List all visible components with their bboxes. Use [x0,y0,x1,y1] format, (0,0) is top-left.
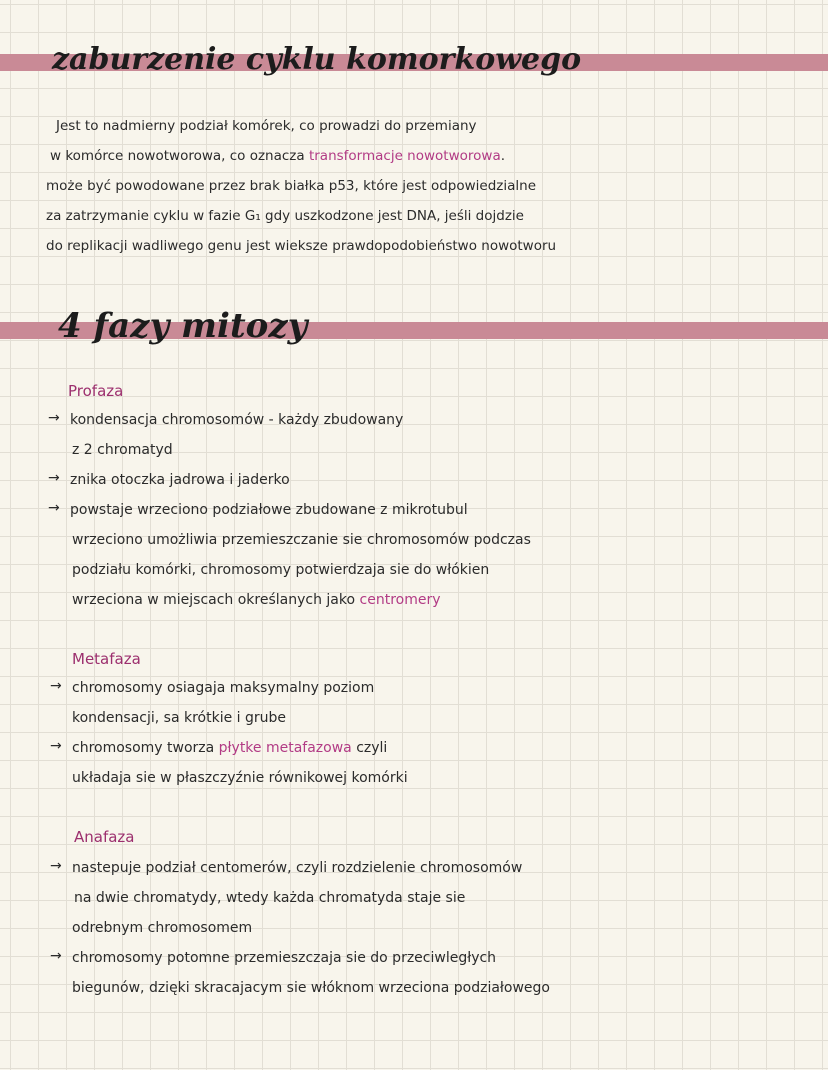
anafaza-line-2: na dwie chromatydy, wtedy każda chromatyda staje sie [74,890,466,906]
paragraph-line-1: Jest to nadmierny podział komórek, co prowadzi do przemiany [56,118,477,134]
paragraph-line-5: do replikacji wadliwego genu jest wieksze prawdopodobieństwo nowotworu [46,238,557,254]
arrow-bullet-icon: → [48,410,60,426]
highlight-text: centromery [359,592,441,608]
profaza-line-3: znika otoczka jadrowa i jaderko [70,472,290,488]
highlight-text: płytke metafazowa [218,740,352,756]
subheading-anafaza: Anafaza [74,828,135,846]
anafaza-line-4: chromosomy potomne przemieszczaja sie do przeciwległych [72,950,497,966]
profaza-line-6: podziału komórki, chromosomy potwierdzaja sie do włókien [72,562,490,578]
profaza-line-5: wrzeciono umożliwia przemieszczanie sie chromosomów podczas [72,532,531,548]
metafaza-line-4: układaja sie w płaszczyźnie równikowej komórki [72,770,408,786]
arrow-bullet-icon: → [48,470,60,486]
highlight-text: transformacje nowotworowa [308,148,501,164]
metafaza-line-1: chromosomy osiagaja maksymalny poziom [72,680,375,696]
profaza-line-4: powstaje wrzeciono podziałowe zbudowane z mikrotubul [70,502,468,518]
subheading-profaza: Profaza [68,382,124,400]
section-heading-mitosis-phases: 4 fazy mitozy [58,306,308,346]
arrow-bullet-icon: → [50,948,62,964]
paragraph-line-3: może być powodowane przez brak białka p53, które jest odpowiedzialne [46,178,537,194]
section-heading-cell-cycle-disorder: zaburzenie cyklu komorkowego [52,42,582,77]
profaza-line-2: z 2 chromatyd [72,442,173,458]
arrow-bullet-icon: → [48,500,60,516]
profaza-line-1: kondensacja chromosomów - każdy zbudowany [70,412,404,428]
subheading-metafaza: Metafaza [72,650,141,668]
arrow-bullet-icon: → [50,738,62,754]
anafaza-line-5: biegunów, dzięki skracajacym sie włóknom wrzeciona podziałowego [72,980,550,996]
metafaza-line-2: kondensacji, sa krótkie i grube [72,710,287,726]
anafaza-line-1: nastepuje podział centomerów, czyli rozdzielenie chromosomów [72,860,523,876]
anafaza-line-3: odrebnym chromosomem [72,920,253,936]
arrow-bullet-icon: → [50,858,62,874]
paragraph-line-4: za zatrzymanie cyklu w fazie G₁ gdy uszkodzone jest DNA, jeśli dojdzie [46,208,524,224]
metafaza-line-3: chromosomy tworza płytke metafazowa czyli [72,740,388,756]
arrow-bullet-icon: → [50,678,62,694]
profaza-line-7: wrzeciona w miejscach określanych jako centromery [72,592,441,608]
paragraph-line-2: w komórce nowotworowa, co oznacza transformacje nowotworowa. [50,148,506,164]
